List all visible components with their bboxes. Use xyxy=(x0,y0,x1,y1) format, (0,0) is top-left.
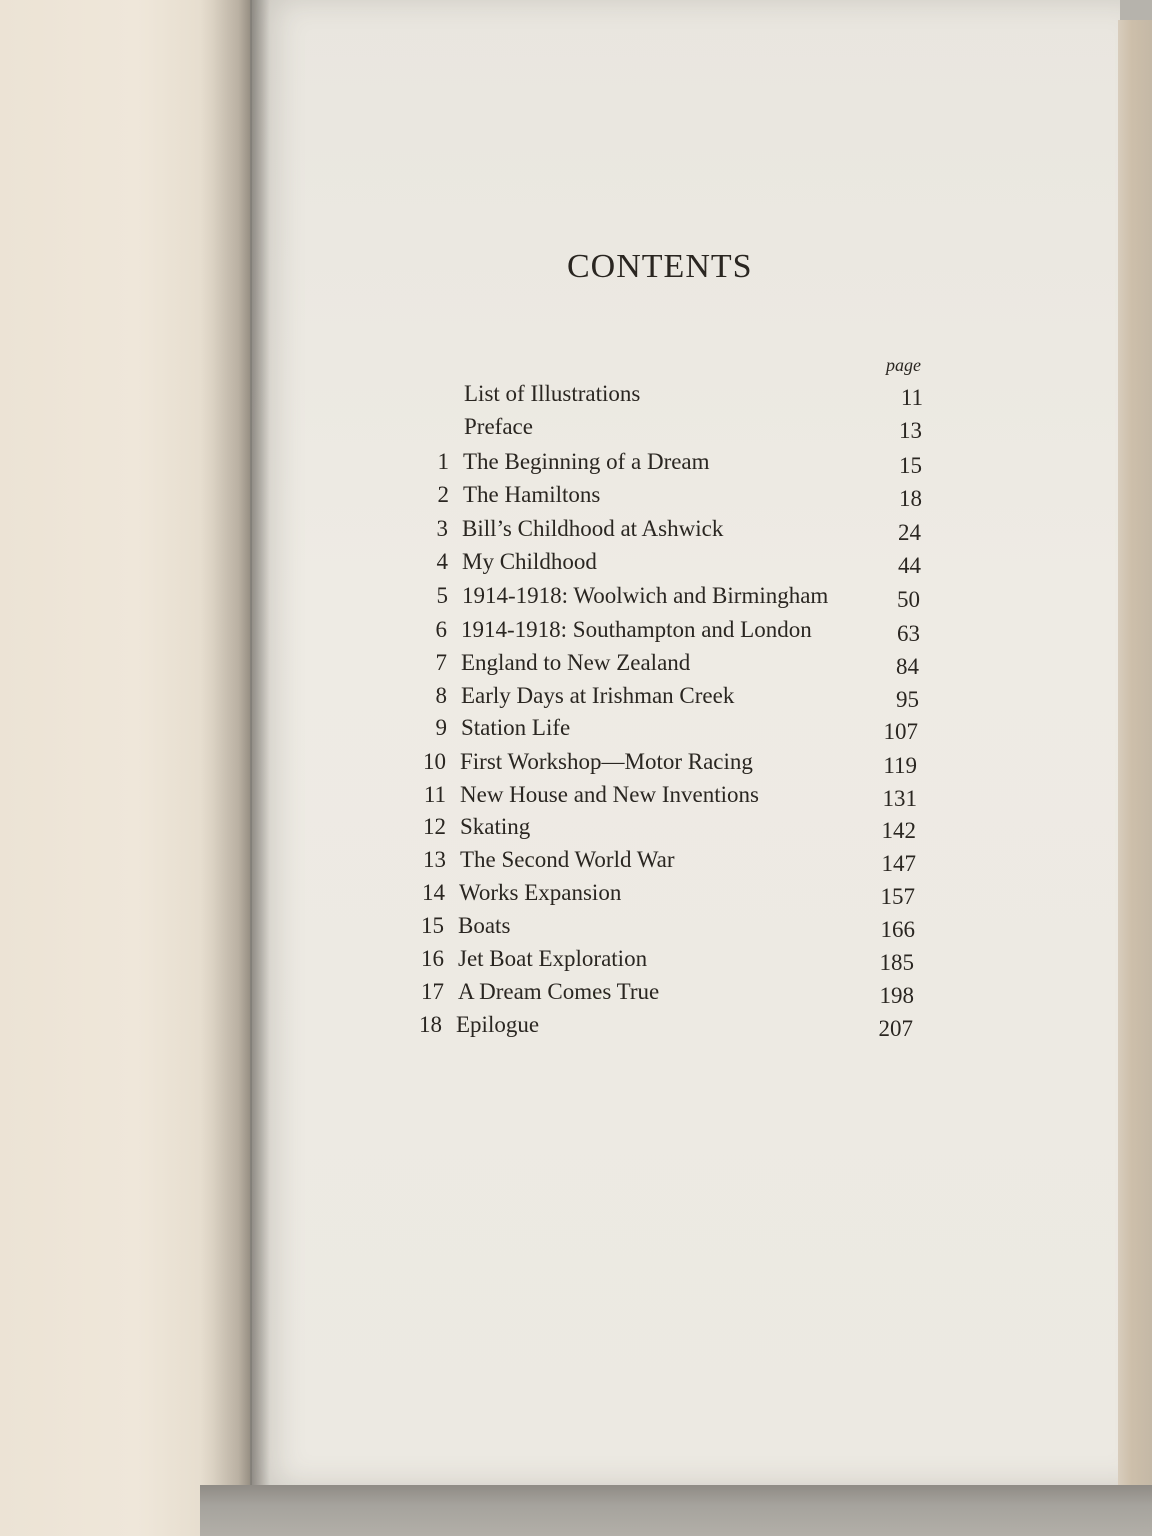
chapter-title: 1914-1918: Woolwich and Birmingham xyxy=(462,583,829,608)
page-edge xyxy=(1118,20,1152,1490)
chapter-number: 3 xyxy=(436,516,448,541)
chapter-title: Bill’s Childhood at Ashwick xyxy=(462,516,724,541)
chapter-number: 12 xyxy=(423,814,446,839)
toc-entry xyxy=(435,683,919,713)
toc-entry xyxy=(421,979,914,1009)
page-number: 131 xyxy=(882,786,917,811)
toc-entry xyxy=(464,414,922,444)
page-number: 50 xyxy=(897,587,920,612)
toc-entry xyxy=(437,482,922,512)
chapter-title: The Hamiltons xyxy=(463,482,601,507)
toc-entry xyxy=(464,381,923,411)
table-surface xyxy=(200,1485,1152,1536)
page-number: 198 xyxy=(879,983,914,1008)
chapter-title: The Second World War xyxy=(460,847,675,872)
toc-entry xyxy=(423,749,917,779)
chapter-number: 6 xyxy=(435,617,447,642)
toc-entry xyxy=(435,617,920,647)
chapter-number: 2 xyxy=(437,482,449,507)
chapter-number: 15 xyxy=(421,913,444,938)
page-number: 15 xyxy=(899,453,922,478)
chapter-title: The Beginning of a Dream xyxy=(463,449,710,474)
toc-entry xyxy=(423,782,917,812)
chapter-number: 10 xyxy=(423,749,446,774)
toc-entry xyxy=(436,516,921,546)
chapter-title: Works Expansion xyxy=(459,880,622,905)
chapter-number: 9 xyxy=(435,715,447,740)
page-number: 119 xyxy=(883,753,917,778)
contents-heading: CONTENTS xyxy=(567,248,753,285)
book-spine xyxy=(200,0,270,1536)
page-number: 95 xyxy=(896,687,919,712)
chapter-title: Boats xyxy=(458,913,511,938)
toc-entry xyxy=(436,583,920,613)
page-number: 18 xyxy=(899,486,922,511)
chapter-number: 7 xyxy=(435,650,447,675)
page-number: 13 xyxy=(899,418,922,443)
toc-entry xyxy=(435,715,918,745)
toc-entry xyxy=(422,880,915,910)
toc-entry xyxy=(435,650,919,680)
chapter-title: Epilogue xyxy=(456,1012,540,1037)
chapter-number: 8 xyxy=(435,683,447,708)
page-number: 44 xyxy=(898,553,921,578)
page-number: 142 xyxy=(881,818,916,843)
toc-entry xyxy=(421,946,914,976)
page-number: 166 xyxy=(880,917,915,942)
chapter-number: 18 xyxy=(419,1012,442,1037)
toc-entry xyxy=(436,549,921,579)
chapter-title: Preface xyxy=(464,414,533,439)
page-number: 185 xyxy=(879,950,914,975)
chapter-title: A Dream Comes True xyxy=(458,979,660,1004)
toc-entry xyxy=(423,814,916,844)
chapter-number: 4 xyxy=(436,549,448,574)
chapter-title: 1914-1918: Southampton and London xyxy=(461,617,812,642)
chapter-title: My Childhood xyxy=(462,549,597,574)
chapter-number: 13 xyxy=(423,847,446,872)
chapter-number: 11 xyxy=(423,782,446,807)
chapter-number: 1 xyxy=(437,449,449,474)
chapter-number: 17 xyxy=(421,979,444,1004)
page-number: 157 xyxy=(880,884,915,909)
page-number: 207 xyxy=(878,1016,913,1041)
chapter-title: Jet Boat Exploration xyxy=(458,946,648,971)
chapter-number: 5 xyxy=(436,583,448,608)
chapter-title: Early Days at Irishman Creek xyxy=(461,683,735,708)
chapter-title: List of Illustrations xyxy=(464,381,641,406)
chapter-number: 16 xyxy=(421,946,444,971)
chapter-title: Skating xyxy=(460,814,531,839)
toc-entry xyxy=(419,1012,913,1042)
chapter-number: 14 xyxy=(422,880,445,905)
page-number: 24 xyxy=(898,520,921,545)
page-number: 107 xyxy=(883,719,918,744)
page-number: 147 xyxy=(881,851,916,876)
chapter-title: England to New Zealand xyxy=(461,650,691,675)
toc-entry xyxy=(437,449,922,479)
chapter-title: Station Life xyxy=(461,715,571,740)
toc-entry xyxy=(421,913,915,943)
chapter-title: New House and New Inventions xyxy=(460,782,759,807)
page-number: 63 xyxy=(897,621,920,646)
page-number: 84 xyxy=(896,654,919,679)
page-column-label: page xyxy=(886,355,921,375)
page-number: 11 xyxy=(900,385,923,410)
toc-entry xyxy=(423,847,916,877)
chapter-title: First Workshop—Motor Racing xyxy=(460,749,753,774)
